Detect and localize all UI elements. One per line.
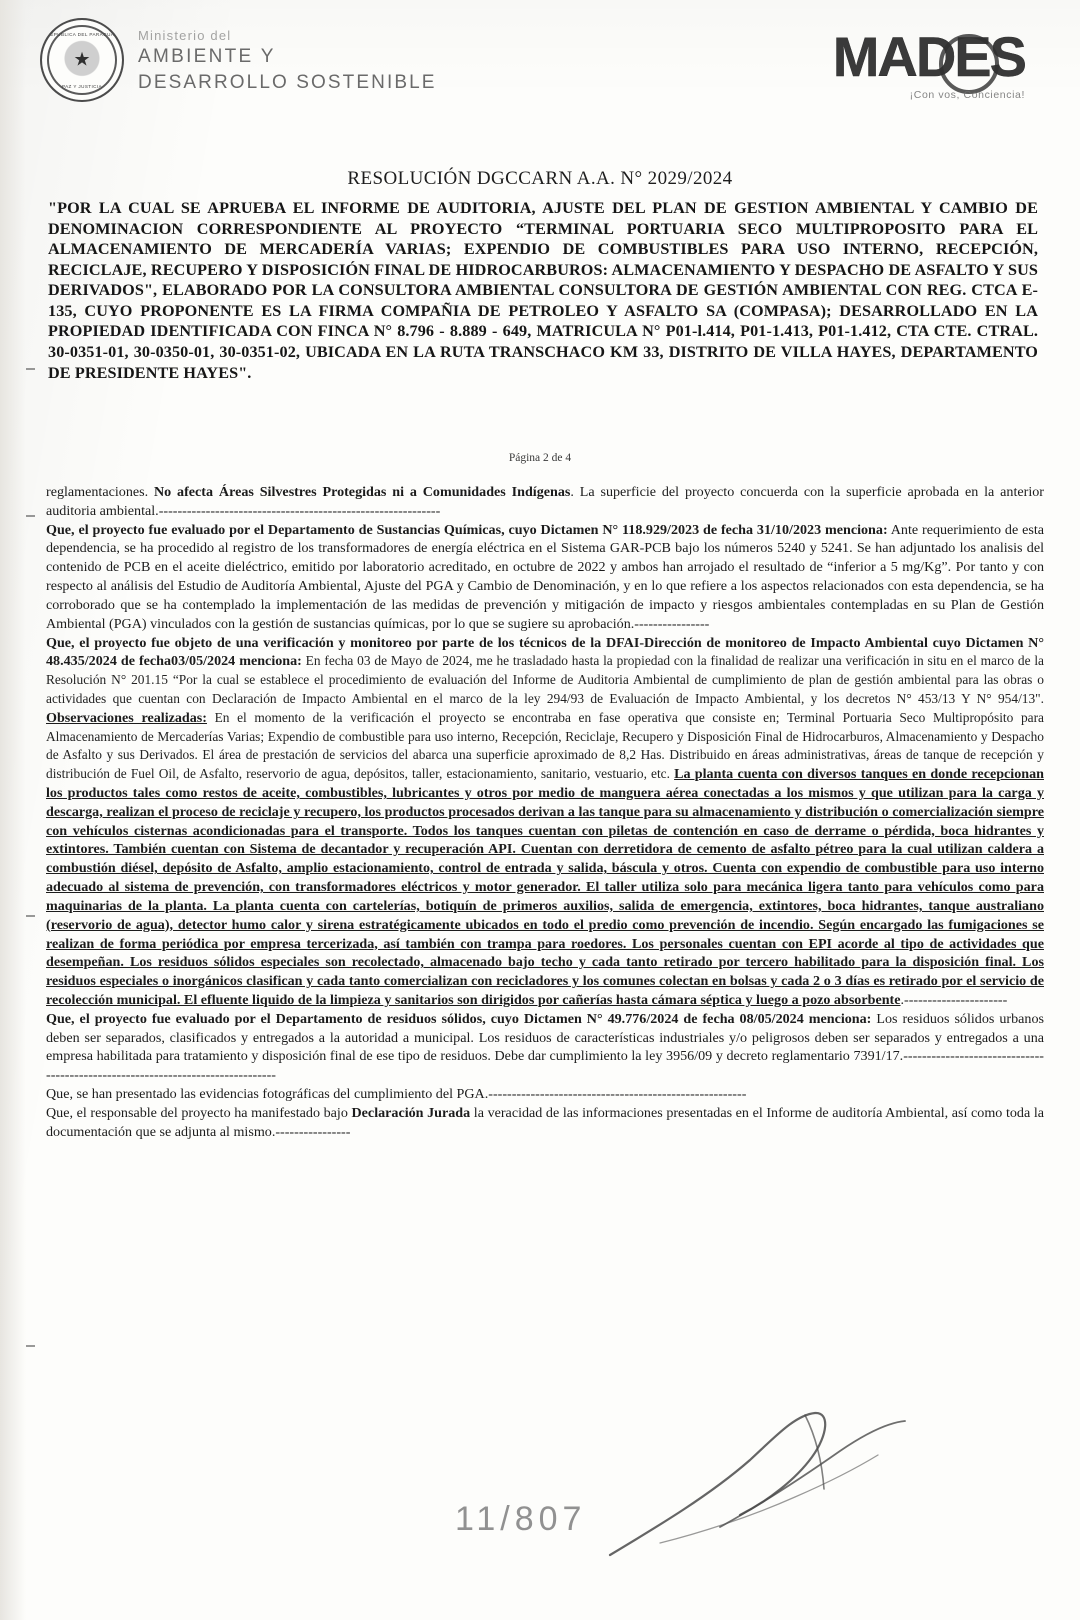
- stamp-number: 11/807: [455, 1500, 587, 1538]
- ministry-line-3: DESARROLLO SOSTENIBLE: [138, 72, 437, 93]
- resolution-title: "POR LA CUAL SE APRUEBA EL INFORME DE AUDITORIA, AJUSTE DEL PLAN DE GESTION AMBIENTAL Y CAMBIO DE DENOMINACION CORRESPONDIENTE AL PROYECTO “TERMINAL PORTUARIA SECO MULTIPROPOSITO PARA EL ALMACENAMIENTO DE MERCADERÍA VARIAS; EXPENDIO DE COMBUSTIBLES PARA USO INTERNO, RECEPCIÓN, RECICLAJE, RECUPERO Y DISPOSICIÓN FINAL DE HIDROCARBUROS: ALMACENAMIENTO Y DESPACHO DE ASFALTO Y SUS DERIVADOS", ELABORADO POR LA CONSULTORA AMBIENTAL CONSULTORA DE GESTIÓN AMBIENTAL CON REG. CTCA E-135, CUYO PROPONENTE ES LA FIRMA COMPAÑIA DE PETROLEO Y ASFALTO SA (COMPASA); DESARROLLADO EN LA PROPIEDAD IDENTIFICADA CON FINCA N° 8.796 - 8.889 - 649, MATRICULA N° P01-l.414, P01-1.413, P01-1.412, CTA CTE. CTRAL. 30-0351-01, 30-0350-01, 30-0351-02, UBICADA EN LA RUTA TRANSCHACO KM 33, DISTRITO DE VILLA HAYES, DEPARTAMENTO DE PRESIDENTE HAYES".: [48, 199, 1038, 382]
- margin-tick: [26, 515, 35, 517]
- paragraph-4: [46, 1010, 1044, 1085]
- margin-tick: [26, 915, 35, 917]
- ministry-title: [138, 28, 437, 94]
- p6-lead: Que, el responsable del proyecto ha manifestado bajo: [46, 1104, 352, 1121]
- p3-underlined-block: La planta cuenta con diversos tanques en donde recepcionan los productos tales como restos de aceite, combustibles, lubricantes y otros por medio de manguera aérea conectadas a los mismos y que utilizan para la carga y descarga, realizan el proceso de reciclaje y recupero, los productos procesados derivan a las tanque para su almacenamiento y distribución o comercialización siempre con vehículos cisternas acondicionadas para el transporte. Todos los tanques cuentan con piletas de contención en caso de derrame o pérdida, boca hidrantes y extintores. También cuentan con Sistema de decantador y recuperación API. Cuentan con derretidora de cemento de asfalto pétreo para la cual utilizan caldera a combustión diésel, depósito de Asfalto, amplio estacionamiento, control de entrada y salida, báscula y otros. Cuenta con expendio de combustible para uso interno adecuado al sistema de prevención, con transformadores eléctricos y motor generador. El taller utiliza solo para mecánica ligera tanto para vehículos como para maquinarias de la planta. La planta cuenta con cartelerías, botiquín de primeros auxilios, salida de emergencia, extintores, boca hidrantes, tanque australiano (reservorio de agua), detector humo calor y sirena estratégicamente ubicados en todo el predio como prevención de incendio. Según encargado las fumigaciones se realizan de forma periódica por empresa tercerizada, así también con trampa para roedores. Los personales cuentan con EPI acorde al tipo de actividades que desempeñan. Los residuos sólidos especiales son recolectado, almacenado bajo techo y cada tanto retirado por tercero habilitado para la disposición final. Los residuos especiales o inorgánicos clasifican y cada tanto comercializan con recicladores y los comunes colectan en bolsas y cada 2 o 3 días es retirado por el servicio de recolección municipal. El efluente liquido de la limpieza y sanitarios son dirigidos por cañerías hasta cámara séptica y luego a pozo absorbente: [46, 766, 1044, 1008]
- page-number-label: Página 2 de 4: [508, 452, 572, 464]
- p2-bold: Que, el proyecto fue evaluado por el Departamento de Sustancias Químicas, cuyo Dictamen N° 118.929/2023 de fecha 31/10/2023 menciona:: [46, 521, 888, 538]
- handwritten-signature: [600, 1405, 940, 1565]
- p6-rest: la veracidad de las informaciones presentadas en el Informe de auditoría Ambiental, así como toda la documentación que se adjunta al mismo.----------------: [46, 1104, 1044, 1140]
- seal-bottom-text: PAZ Y JUSTICIA: [61, 84, 103, 89]
- p3-text-2: En el momento de la verificación el proyecto se encontraba en fase operativa que consiste en; Terminal Portuaria Seco Multipropósito para Almacenamiento de Mercaderías Varias; Expendio de combustible para uso interno, Recepción, Reciclaje, Recupero y Disposición Final de Hidrocarburos, Almacenamiento y Despacho de Asfalto y sus Derivados. El área de prestación de servicios del abarca una superficie aproximado de 8,2 Has. Distribuido en áreas administrativas, áreas de tanque de recepción y distribución de Fuel Oil, de Asfalto, reservorio de agua, depósitos, taller, estacionamiento, sanitario, vestuario, etc.: [46, 709, 1044, 782]
- mades-wordmark: MADES: [832, 25, 1025, 88]
- p2-rest: Ante requerimiento de esta dependencia, se ha procedido al registro de los transformadores de energía eléctrica en el Sistema GAR-PCB bajo los números 5240 y 5241. Se han adjuntado los analisis del contenido de PCB en el aceite dieléctrico, emitido por laboratorio acreditado, en octubre de 2022 y ambos han arrojado el resultado de “inferior a 5 mg/Kg”. Por tanto y con respecto al análisis del Estudio de Auditoría Ambiental, Ajuste del PGA y Cambio de Denominación, y en lo que refiere a los aspectos relacionados con esta dependencia, se ha corroborado que se ha contemplado la implementación de las medidas de prevención y mitigación de impacto y riesgos ambientales contempladas en su Plan de Gestión Ambiental (PGA) vinculados con la gestión de sustancias químicas, por lo que se sugiere su aprobación.----------------: [46, 521, 1044, 632]
- p3-bold: Que, el proyecto fue objeto de una verificación y monitoreo por parte de los técnicos de la DFAI-Dirección de monitoreo de Impacto Ambiental cuyo Dictamen N° 48.435/2024 de fecha03/05/2024 menciona:: [46, 634, 1044, 670]
- seal-top-text: REPUBLICA DEL PARAGUAY: [46, 32, 118, 37]
- paragraph-5: Que, se han presentado las evidencias fotográficas del cumplimiento del PGA.-------------------------------------------------------: [46, 1086, 747, 1102]
- page-edge-shadow: [0, 0, 26, 1620]
- p1-lead: reglamentaciones.: [46, 484, 154, 500]
- margin-tick: [26, 368, 35, 370]
- paragraph-6: [46, 1104, 1044, 1142]
- paragraph-2: [46, 521, 1044, 634]
- p1-bold: No afecta Áreas Silvestres Protegidas ni a Comunidades Indígenas: [153, 484, 571, 500]
- seal-star-icon: ★: [73, 49, 91, 71]
- resolution-number: RESOLUCIÓN DGCCARN A.A. N° 2029/2024: [347, 168, 733, 189]
- republic-seal-icon: [40, 18, 124, 102]
- mades-tagline: ¡Con vos, Conciencia!: [909, 89, 1025, 102]
- p3-observations-heading: Observaciones realizadas:: [46, 709, 207, 726]
- ministry-line-2: AMBIENTE Y: [138, 46, 276, 67]
- paragraph-1: [46, 483, 1044, 521]
- mades-logo: [832, 25, 1025, 102]
- document-header: [0, 12, 1080, 147]
- p4-bold: Que, el proyecto fue evaluado por el Departamento de residuos sólidos, cuyo Dictamen N° 49.776/2024 de fecha 08/05/2024 menciona:: [46, 1010, 872, 1027]
- ministry-line-1: Ministerio del: [138, 28, 232, 43]
- p3-tail: .----------------------: [900, 991, 1008, 1008]
- p4-rest: Los residuos sólidos urbanos deben ser separados, clasificados y entregados a la autoridad a municipal. Los residuos de características industriales y/o peligrosos deben ser separados y entregados a una empresa habilitada para tratamiento y disposición final de ese tipo de residuos. Debe dar cumplimiento la ley 3956/09 y decreto reglamentario 7391/17.-------------------------------------------------------------------------------: [46, 1010, 1044, 1084]
- p1-rest: . La superficie del proyecto concuerda con la superficie aprobada en la anterior auditoria ambiental.------------------------------------------------------------: [46, 484, 1044, 519]
- paragraph-3: [46, 634, 1044, 1010]
- document-body: [46, 483, 1044, 1141]
- margin-tick: [26, 1345, 35, 1347]
- p3-text-1: En fecha 03 de Mayo de 2024, me he trasladado hasta la propiedad con la finalidad de realizar una verificación in situ en el marco de la Resolución N° 201.15 “Por la cual se establece el procedimiento de evaluación del Informe de Auditoria Ambiental de cumplimiento de plan de gestión ambiental para las obras o actividades que cuentan con Declaración de Impacto Ambiental en el marco de la ley 294/93 de Evaluación de Impacto Ambiental, y los decretos N° 453/13 Y N° 954/13".: [46, 653, 1044, 706]
- p6-bold: Declaración Jurada: [351, 1104, 471, 1121]
